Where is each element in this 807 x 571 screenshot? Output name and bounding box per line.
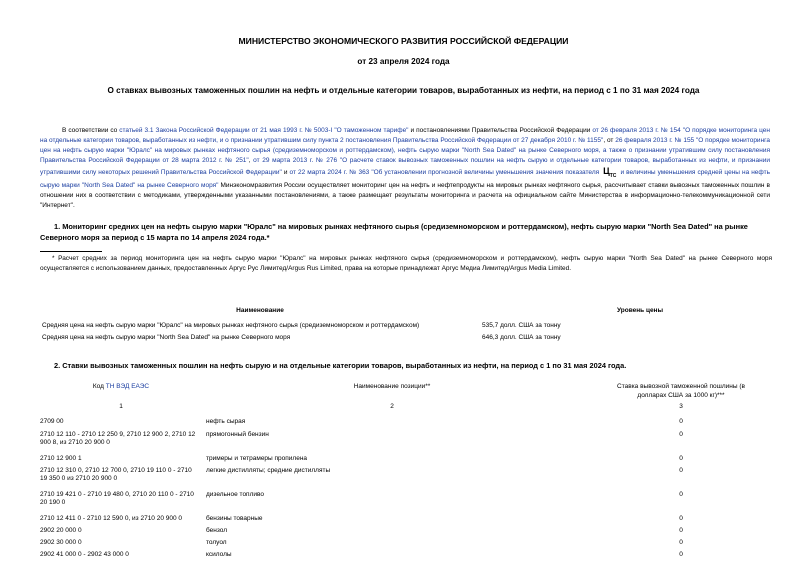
rate-name: толуол [206,538,227,546]
table-row [40,467,780,491]
section1-heading: 1. Мониторинг средних цен на нефть сырую марки "Юралс" на мировых рынках нефтяного сырья (средиземноморском и роттердамском), нефть сырую марки "North Sea Dated" на рынке Северного моря за период с 15 марта по 14 апреля 2024 года.* [40,222,748,242]
section2-heading: 2. Ставки вывозных таможенных пошлин на нефть сырую и на отдельные категории товаров, выработанных из нефти, на период с 1 по 31 мая 2024 года. [54,361,627,370]
rate-code: 2902 41 000 0 - 2902 43 000 0 [40,550,129,558]
rate-value: 0 [679,417,683,425]
rate-code: 2710 19 421 0 - 2710 19 480 0, 2710 20 110 0 - 2710 20 190 0 [40,490,194,506]
table-row [40,334,760,343]
table-row [40,431,780,455]
table-row [40,320,760,335]
rate-value: 0 [679,550,683,558]
rate-value: 0 [679,430,683,438]
rate-code: 2902 30 000 0 [40,538,82,546]
decree-155-link[interactable]: 26 февраля 2013 г. № 155 "О порядке мониторинга цен на нефть сырую марки "Юралс" на мировых рынках нефтяного сырья (средиземноморском и роттердамском), нефть сырую марки "North Sea Dated" на рынке Северного моря, а также о признании утратившим силу постановления Правительства Российской Федерации от 28 марта 2012 г. № 251" [40,137,770,164]
rate-code: 2710 12 310 0, 2710 12 700 0, 2710 19 110 0 - 2710 19 350 0 из 2710 20 900 0 [40,466,192,482]
column-number-2: 2 [390,403,394,410]
rate-value: 0 [679,454,683,462]
rate-name: прямогонный бензин [206,430,269,438]
ministry-title: МИНИСТЕРСТВО ЭКОНОМИЧЕСКОГО РАЗВИТИЯ РОССИЙСКОЙ ФЕДЕРАЦИИ [238,36,569,46]
column-number-1: 1 [119,403,123,410]
price-table [40,307,760,343]
table-row [40,515,780,527]
decree-276-link[interactable]: от 29 марта 2013 г. № 276 "О расчете ставок вывозных таможенных пошлин на нефть сырую и отдельные категории товаров, выработанных из нефти, и признании утратившими силу некоторых решений Правительства Российской Федерации" [40,157,770,176]
price-row-name: Средняя цена на нефть сырую марки "North Sea Dated" на рынке Северного моря [42,334,291,341]
rate-code: 2710 12 900 1 [40,454,82,462]
column-number-3: 3 [679,403,683,410]
indicator-symbol-sub: ТС [609,172,617,179]
rate-code: 2709 00 [40,417,64,425]
table-row [40,491,780,515]
decree-154-link[interactable]: от 26 февраля 2013 г. № 154 "О порядке мониторинга цен на отдельные категории товаров, выработанных из нефти, и о признании утратившим силу пункта 2 постановления Правительства Российской Федерации от 27 декабря 2010 г. № 1155" [40,127,770,144]
rates-table [40,383,780,563]
rate-name: тримеры и тетрамеры пропилена [206,454,308,462]
rate-name: нефть сырая [206,417,246,425]
rate-value: 0 [679,466,683,474]
rate-code: 2710 12 411 0 - 2710 12 590 0, из 2710 20 900 0 [40,514,183,522]
table-row [40,527,780,539]
table-row [40,455,780,467]
intro-text-3: , от [603,137,616,144]
table-row [40,418,780,431]
decree-363-link[interactable]: от 22 марта 2024 г. № 363 "Об установлении прогнозной величины уменьшения значения показателя [289,169,600,176]
rate-name: бензол [206,526,228,534]
price-row-value: 535,7 долл. США за тонну [482,321,561,329]
rate-code: 2902 20 000 0 [40,526,82,534]
price-row-value: 646,3 долл. США за тонну [482,334,561,341]
rate-value: 0 [679,514,683,522]
rates-header-code-prefix: Код [92,383,106,390]
price-header-name: Наименование [236,307,284,314]
price-row-name: Средняя цена на нефть сырую марки "Юралс" на мировых рынках нефтяного сырья (средиземноморском и роттердамском) [42,321,420,329]
document-date: от 23 апреля 2024 года [357,57,450,66]
rates-header-rate: Ставка вывозной таможенной пошлины (в долларах США за 1000 кг)*** [617,383,745,399]
price-header-level: Уровень цены [616,307,664,314]
rates-header-name: Наименование позиции** [353,383,431,390]
intro-paragraph [40,126,770,211]
law-link[interactable]: статьей 3.1 Закона Российской Федерации от 21 мая 1993 г. № 5003-I "О таможенном тарифе" [119,127,409,134]
intro-text-5: и [281,169,290,176]
rates-column-numbers [40,400,780,418]
intro-text-4: , [248,157,254,164]
rate-value: 0 [679,538,683,546]
rate-name: дизельное топливо [206,490,264,498]
indicator-symbol: $Ц_{ТС}$ [603,166,617,179]
decrease-value-link[interactable]: и величины уменьшения средней цены на нефть сырую марки "North Sea Dated" на рынке Северного моря" [40,169,770,189]
footnote-divider [40,251,102,252]
intro-text-1: В соответствии со [62,127,118,134]
footnote-text: * Расчет средних за период мониторинга цен на нефть сырую марки "Юралс" на мировых рынках нефтяного сырья (средиземноморском и роттердамском), нефть сырую марки "North Sea Dated" на рынке Северного моря осуществляется с использованием данных, предоставленных Аргус Рус Лимитед/Argus Rus Limited, права на которые принадлежат Аргус Медиа Лимитед/Argus Media Limited. [40,255,772,272]
price-table-header [40,307,760,320]
rate-value: 0 [679,526,683,534]
intro-text-6: Минэкономразвития России осуществляет мониторинг цен на нефть и нефтепродукты на мировых рынках нефтяного сырья, рассчитывает ставки вывозных таможенных пошлин в отношении них в соответствии с методиками, утвержденными указанными постановлениями, а также размещает результаты мониторинга и расчета на официальном сайте Министерства в информационно-телекоммуникационной сети "Интернет". [40,181,770,209]
rate-name: бензины товарные [206,514,263,522]
rate-name: легкие дистилляты; средние дистилляты [206,466,331,474]
rate-code: 2710 12 110 - 2710 12 250 9, 2710 12 900 2, 2710 12 900 8, из 2710 20 900 0 [40,430,196,446]
tnved-link[interactable]: ТН ВЭД ЕАЭС [105,383,150,390]
rate-value: 0 [679,490,683,498]
table-row [40,539,780,551]
rate-name: ксилолы [206,550,232,558]
table-row [40,551,780,563]
rates-header-code [40,383,202,400]
rates-table-header [40,383,780,400]
document-title: О ставках вывозных таможенных пошлин на нефть и отдельные категории товаров, выработанных из нефти, на период с 1 по 31 мая 2024 года [107,86,700,95]
intro-text-2: и постановлениями Правительства Российской Федерации [408,127,593,134]
